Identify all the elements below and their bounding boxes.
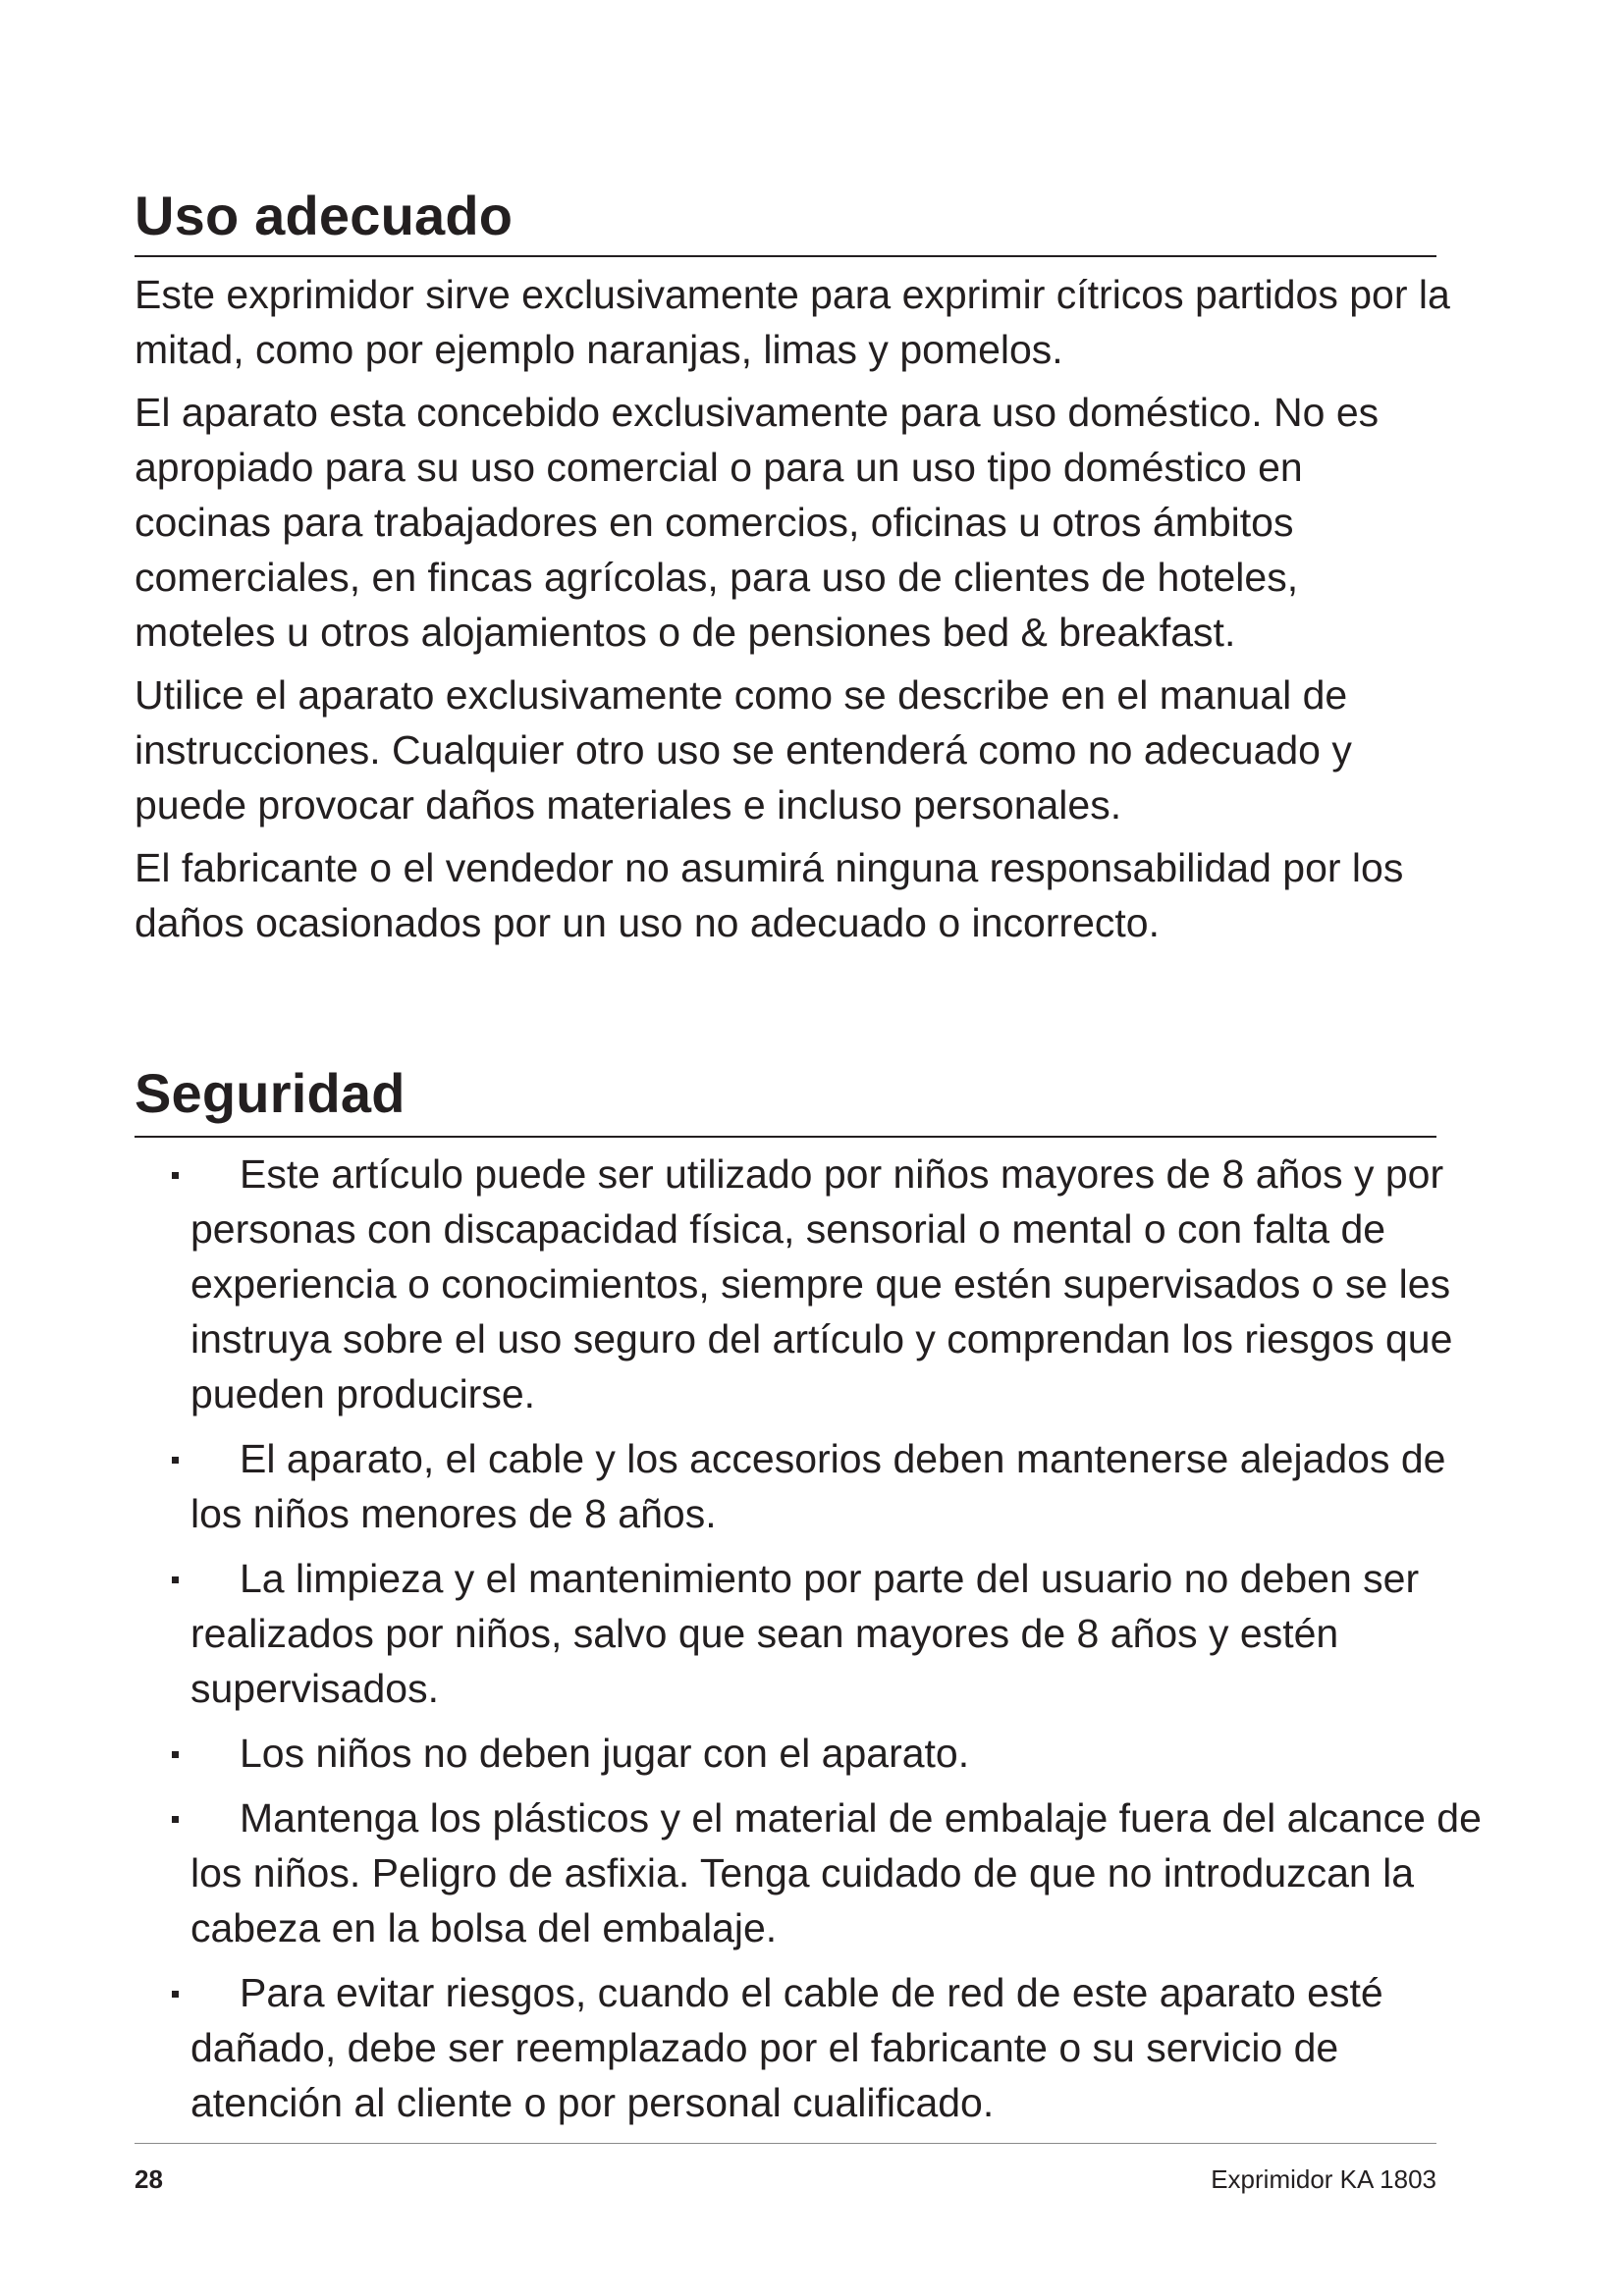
- bullet-icon: [172, 1457, 179, 1464]
- footer-rule: [135, 2143, 1436, 2144]
- list-item: [135, 1431, 1489, 1541]
- bullet-icon: [172, 1751, 179, 1758]
- list-item: [135, 1965, 1489, 2130]
- list-item-text: Los niños no deben jugar con el aparato.: [240, 1731, 970, 1776]
- list-item: [135, 1790, 1489, 1955]
- list-item: [135, 1726, 1489, 1781]
- seguridad-list: [135, 1147, 1489, 2140]
- uso-paragraph: El fabricante o el vendedor no asumirá ninguna responsabilidad por los daños ocasionados por un uso no adecuado o incorrecto.: [135, 845, 1404, 945]
- uso-adecuado-body: [135, 267, 1450, 958]
- list-item-text: Mantenga los plásticos y el material de embalaje fuera del alcance de los niños. Peligro de asfixia. Tenga cuidado de que no introduzcan la cabeza en la bolsa del embalaje.: [190, 1795, 1482, 1950]
- page-number: 28: [135, 2164, 163, 2194]
- list-item: [135, 1551, 1489, 1716]
- list-item-text: Para evitar riesgos, cuando el cable de red de este aparato esté dañado, debe ser reemplazado por el fabricante o su servicio de atención al cliente o por personal cualificado.: [190, 1970, 1383, 2125]
- bullet-icon: [172, 1991, 179, 1998]
- bullet-icon: [172, 1816, 179, 1823]
- list-item: [135, 1147, 1489, 1421]
- section-rule-uso-adecuado: [135, 255, 1436, 257]
- section-title-seguridad: Seguridad: [135, 1062, 406, 1124]
- section-rule-seguridad: [135, 1136, 1436, 1138]
- uso-paragraph: El aparato esta concebido exclusivamente para uso doméstico. No es apropiado para su uso comercial o para un uso tipo doméstico en cocinas para trabajadores en comercios, oficinas u otros ámbitos comerciales, en fincas agrícolas, para uso de clientes de hoteles, moteles u otros alojamientos o de pensiones bed & breakfast.: [135, 390, 1380, 655]
- uso-paragraph: Utilice el aparato exclusivamente como se describe en el manual de instrucciones. Cualquier otro uso se entenderá como no adecuado y puede provocar daños materiales e incluso personales.: [135, 672, 1352, 828]
- section-title-uso-adecuado: Uso adecuado: [135, 185, 514, 246]
- bullet-icon: [172, 1172, 179, 1179]
- footer-product-name: Exprimidor KA 1803: [1211, 2164, 1436, 2194]
- list-item-text: Este artículo puede ser utilizado por niños mayores de 8 años y por personas con discapacidad física, sensorial o mental o con falta de experiencia o conocimientos, siempre que estén supervisados o se les instruya sobre el uso seguro del artículo y comprendan los riesgos que pueden producirse.: [190, 1151, 1453, 1416]
- list-item-text: El aparato, el cable y los accesorios deben mantenerse alejados de los niños menores de 8 años.: [190, 1436, 1446, 1536]
- uso-paragraph: Este exprimidor sirve exclusivamente para exprimir cítricos partidos por la mitad, como por ejemplo naranjas, limas y pomelos.: [135, 272, 1450, 372]
- list-item-text: La limpieza y el mantenimiento por parte del usuario no deben ser realizados por niños, salvo que sean mayores de 8 años y estén supervisados.: [190, 1556, 1420, 1711]
- bullet-icon: [172, 1576, 179, 1583]
